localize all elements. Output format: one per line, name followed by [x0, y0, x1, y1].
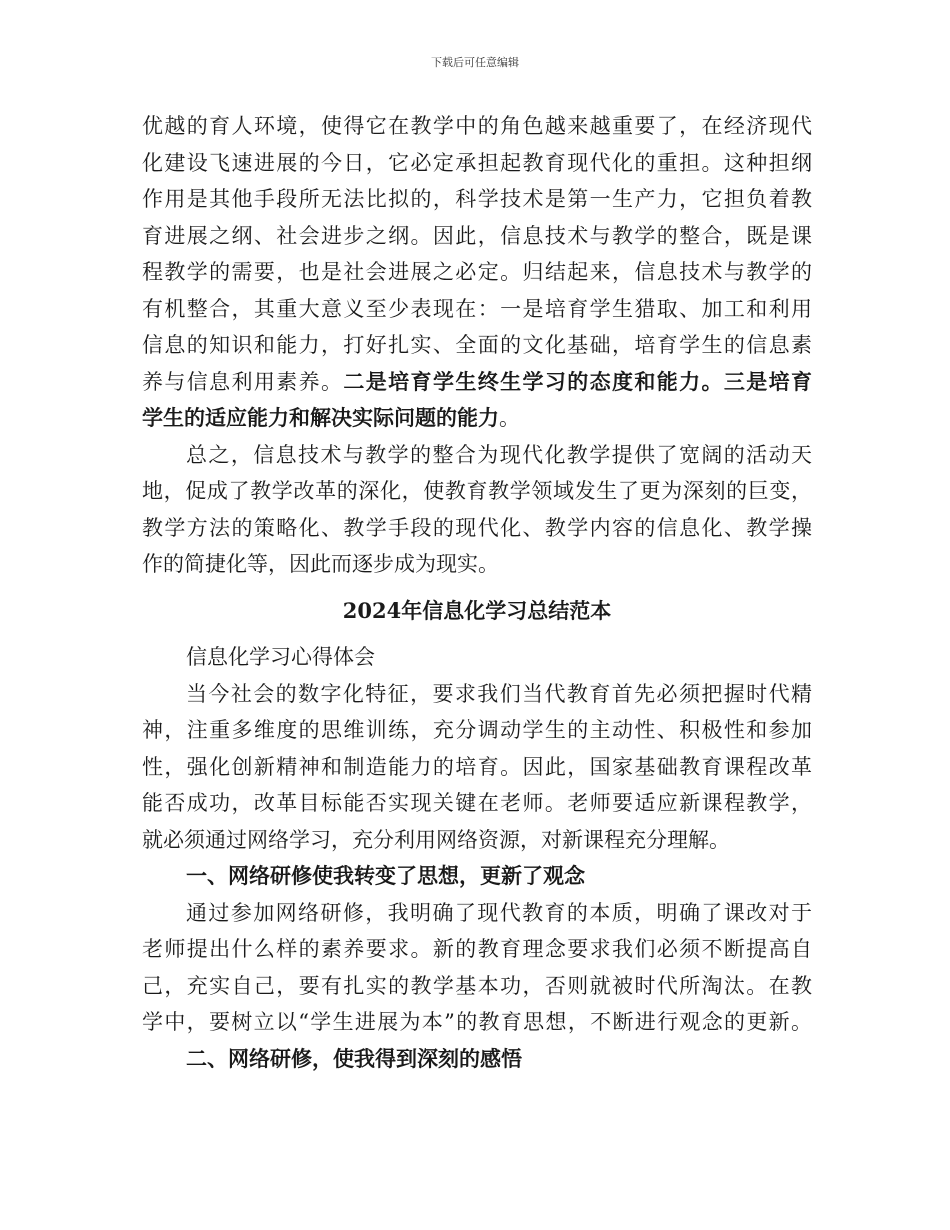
paragraph-line: 通过参加网络研修，我明确了现代教育的本质，明确了课改对于 [186, 900, 812, 925]
paragraph-line: 作用是其他手段所无法比拟的，科学技术是第一生产力，它担负着教 [142, 187, 812, 211]
paragraph-line: 作的简捷化等，因此而逐步成为现实。 [142, 552, 499, 576]
paragraph-line: 地，促成了教学改革的深化，使教育教学领域发生了更为深刻的巨变， [142, 479, 812, 503]
paragraph-line: 程教学的需要，也是社会进展之必定。归结起来，信息技术与教学的 [142, 260, 812, 284]
section-heading: 一、网络研修使我转变了思想，更新了观念 [186, 863, 585, 888]
paragraph-line: 性，强化创新精神和制造能力的培育。因此，国家基础教育课程改革 [142, 754, 812, 779]
paragraph-line: 当今社会的数字化特征，要求我们当代教育首先必须把握时代精 [186, 681, 812, 706]
paragraph-line: 有机整合，其重大意义至少表现在：一是培育学生猎取、加工和利用 [142, 296, 812, 321]
paragraph-line: 优越的育人环境，使得它在教学中的角色越来越重要了，在经济现代 [142, 114, 812, 138]
paragraph-line: 能否成功，改革目标能否实现关键在老师。老师要适应新课程教学， [142, 791, 812, 815]
subtitle: 信息化学习心得体会 [186, 645, 375, 669]
paragraph-line: 育进展之纲、社会进步之纲。因此，信息技术与教学的整合，既是课 [142, 223, 812, 248]
normal-text: 养与信息利用素养。 [142, 369, 344, 394]
paragraph-line: 己，充实自己，要有扎实的教学基本功，否则就被时代所淘汰。在教 [142, 973, 812, 998]
section-heading: 二、网络研修，使我得到深刻的感悟 [186, 1045, 522, 1071]
paragraph-line: 化建设飞速进展的今日，它必定承担起教育现代化的重担。这种担纲 [142, 150, 812, 175]
paragraph-line: 教学方法的策略化、教学手段的现代化、教学内容的信息化、教学操 [142, 515, 812, 540]
paragraph-line: 总之，信息技术与教学的整合为现代化教学提供了宽阔的活动天 [186, 442, 812, 467]
bold-text: 二是培育学生终生学习的态度和能力。三是培育 [343, 368, 813, 394]
document-title: 2024年信息化学习总结范本 [342, 597, 612, 623]
paragraph-line-bold [142, 400, 812, 437]
paragraph-line: 学中，要树立以“学生进展为本”的教育思想，不断进行观念的更新。 [142, 1010, 812, 1034]
paragraph-line: 神，注重多维度的思维训练，充分调动学生的主动性、积极性和参加 [142, 718, 812, 742]
punctuation: 。 [499, 406, 520, 430]
page-header: 下载后可任意编辑 [431, 56, 519, 69]
paragraph-line: 就必须通过网络学习，充分利用网络资源，对新课程充分理解。 [142, 827, 730, 852]
paragraph-line: 信息的知识和能力，打好扎实、全面的文化基础，培育学生的信息素 [142, 333, 812, 357]
paragraph-line: 老师提出什么样的素养要求。新的教育理念要求我们必须不断提高自 [142, 937, 812, 961]
paragraph-line-mixed [142, 364, 812, 401]
bold-text: 学生的适应能力和解决实际问题的能力 [142, 405, 499, 430]
document-body [142, 108, 812, 1077]
